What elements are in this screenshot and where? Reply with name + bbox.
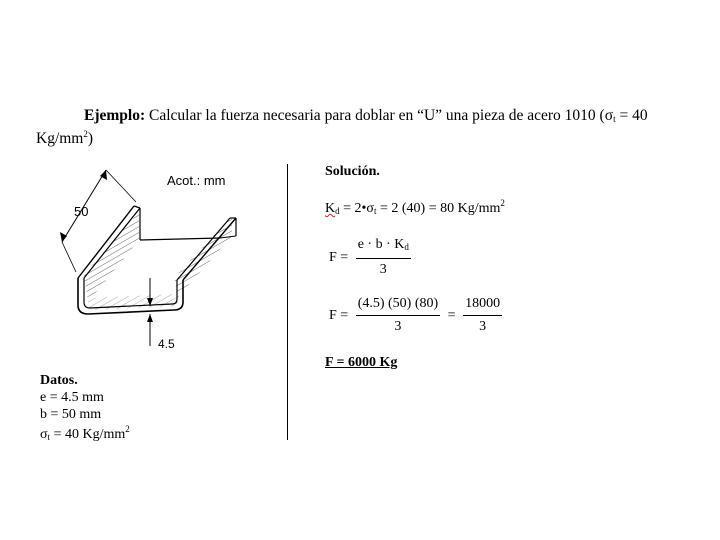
force-result: F = 6000 Kg — [325, 355, 398, 370]
datos-title: Datos. — [40, 373, 78, 388]
column-divider — [287, 164, 288, 440]
product-denominator: 3 — [479, 319, 487, 334]
f-label-2: F = — [329, 307, 349, 323]
formula-numerator: $e \cdot b \cdot K_d$ — [356, 236, 411, 259]
dato-b: b = 50 mm — [40, 407, 102, 422]
substitution-numerator: (4.5) (50) (80) — [356, 295, 440, 316]
problem-unit-exponent: 2 — [83, 129, 88, 139]
problem-close-paren: ) — [87, 130, 94, 147]
f-label: F = — [329, 249, 349, 265]
sigma-symbol: σ — [604, 107, 614, 124]
kd-sigma-sub: t — [373, 206, 377, 216]
solution-title: Solución. — [325, 164, 380, 179]
kd-symbol: $K_d$ — [325, 201, 340, 216]
force-substitution — [325, 295, 502, 336]
kd-rest: = 2 (40) = 80 Kg/mm — [376, 201, 501, 216]
kd-equation — [325, 198, 505, 217]
problem-unit: Kg/mm — [36, 130, 84, 147]
formula-denominator: 3 — [379, 262, 387, 277]
dato-sigma: $\sigma_t = 40$ $Kg/mm^2$ — [40, 424, 130, 442]
problem-equals: = 40 — [615, 107, 648, 124]
problem-statement — [84, 107, 648, 125]
product-fraction — [463, 295, 502, 336]
problem-text: Calcular la fuerza necesaria para doblar en “U” una pieza de acero 1010 ( — [149, 107, 605, 124]
kd-exp: 2 — [500, 198, 505, 208]
dimension-45-label: 4.5 — [158, 337, 175, 351]
kd-sigma: σ — [366, 201, 374, 216]
equals-sign: = — [447, 307, 456, 323]
product-numerator: 18000 — [463, 295, 502, 316]
sigma-subscript: t — [613, 114, 616, 124]
u-channel-figure — [44, 160, 284, 360]
substitution-denominator: 3 — [394, 319, 402, 334]
substitution-fraction — [356, 295, 440, 336]
dimension-50-label: 50 — [74, 204, 89, 219]
problem-statement-line2 — [36, 129, 93, 148]
kd-eq: = 2• — [339, 201, 367, 216]
acot-label: Acot.: mm — [167, 173, 226, 188]
force-formula — [325, 236, 411, 279]
left-wall-hatch — [84, 212, 139, 302]
example-label: Ejemplo: — [84, 107, 146, 124]
dato-e: e = 4.5 mm — [40, 390, 104, 405]
formula-fraction — [356, 236, 411, 279]
